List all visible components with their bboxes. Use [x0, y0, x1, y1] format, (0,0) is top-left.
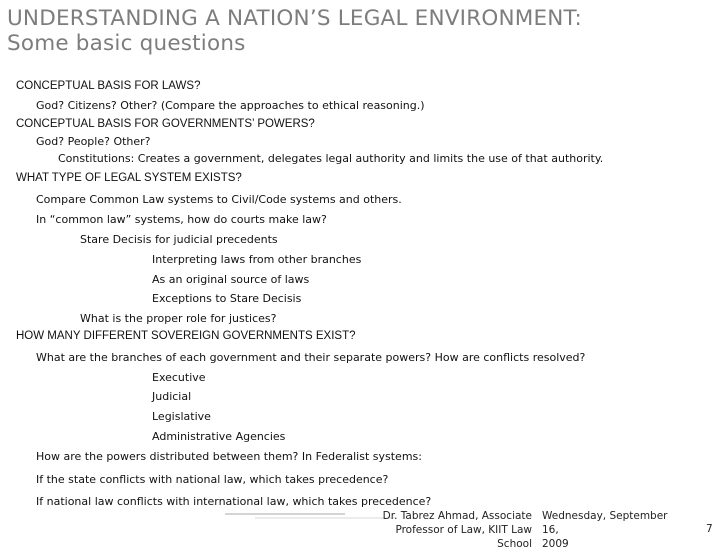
outline-item: Interpreting laws from other branches	[152, 253, 362, 266]
outline-item: If the state conflicts with national law, which takes precedence?	[36, 473, 389, 486]
heading-legal-system: WHAT TYPE OF LEGAL SYSTEM EXISTS?	[16, 172, 242, 184]
footer-date-line-2: 2009	[542, 538, 569, 550]
heading-laws-basis: CONCEPTUAL BASIS FOR LAWS?	[16, 80, 201, 92]
footer-date	[542, 509, 682, 551]
outline-item: Constitutions: Creates a government, delegates legal authority and limits the use of that authority.	[58, 152, 604, 165]
heading-government-powers: CONCEPTUAL BASIS FOR GOVERNMENTS’ POWERS?	[16, 118, 315, 130]
outline-item: If national law conflicts with international law, which takes precedence?	[36, 495, 432, 508]
footer-author	[362, 509, 532, 551]
outline-item: Compare Common Law systems to Civil/Code systems and others.	[36, 193, 402, 206]
outline-item: Judicial	[152, 390, 192, 403]
slide-number: 7	[706, 523, 713, 535]
heading-sovereign-governments: HOW MANY DIFFERENT SOVEREIGN GOVERNMENTS EXIST?	[16, 330, 356, 342]
outline-item: God? People? Other?	[36, 135, 151, 148]
title-line-2: Some basic questions	[7, 31, 246, 56]
outline-item: Stare Decisis for judicial precedents	[80, 233, 278, 246]
outline-item: Legislative	[152, 410, 211, 423]
outline-item: As an original source of laws	[152, 273, 310, 286]
outline-item: Executive	[152, 371, 206, 384]
title-line-1: UNDERSTANDING A NATION’S LEGAL ENVIRONMENT:	[7, 6, 582, 31]
outline-item: What are the branches of each government and their separate powers? How are conflicts resolved?	[36, 351, 586, 364]
outline-item: God? Citizens? Other? (Compare the approaches to ethical reasoning.)	[36, 99, 425, 112]
footer-author-line-2: Professor of Law, KIIT Law School	[395, 524, 532, 550]
outline-item: Exceptions to Stare Decisis	[152, 292, 302, 305]
slide-title	[7, 6, 582, 56]
outline-item: In “common law” systems, how do courts make law?	[36, 213, 327, 226]
footer-date-line-1: Wednesday, September 16,	[542, 510, 668, 536]
outline-item: Administrative Agencies	[152, 430, 286, 443]
footer-author-line-1: Dr. Tabrez Ahmad, Associate	[382, 510, 532, 522]
outline-item: What is the proper role for justices?	[80, 312, 277, 325]
outline-item: How are the powers distributed between them? In Federalist systems:	[36, 450, 422, 463]
